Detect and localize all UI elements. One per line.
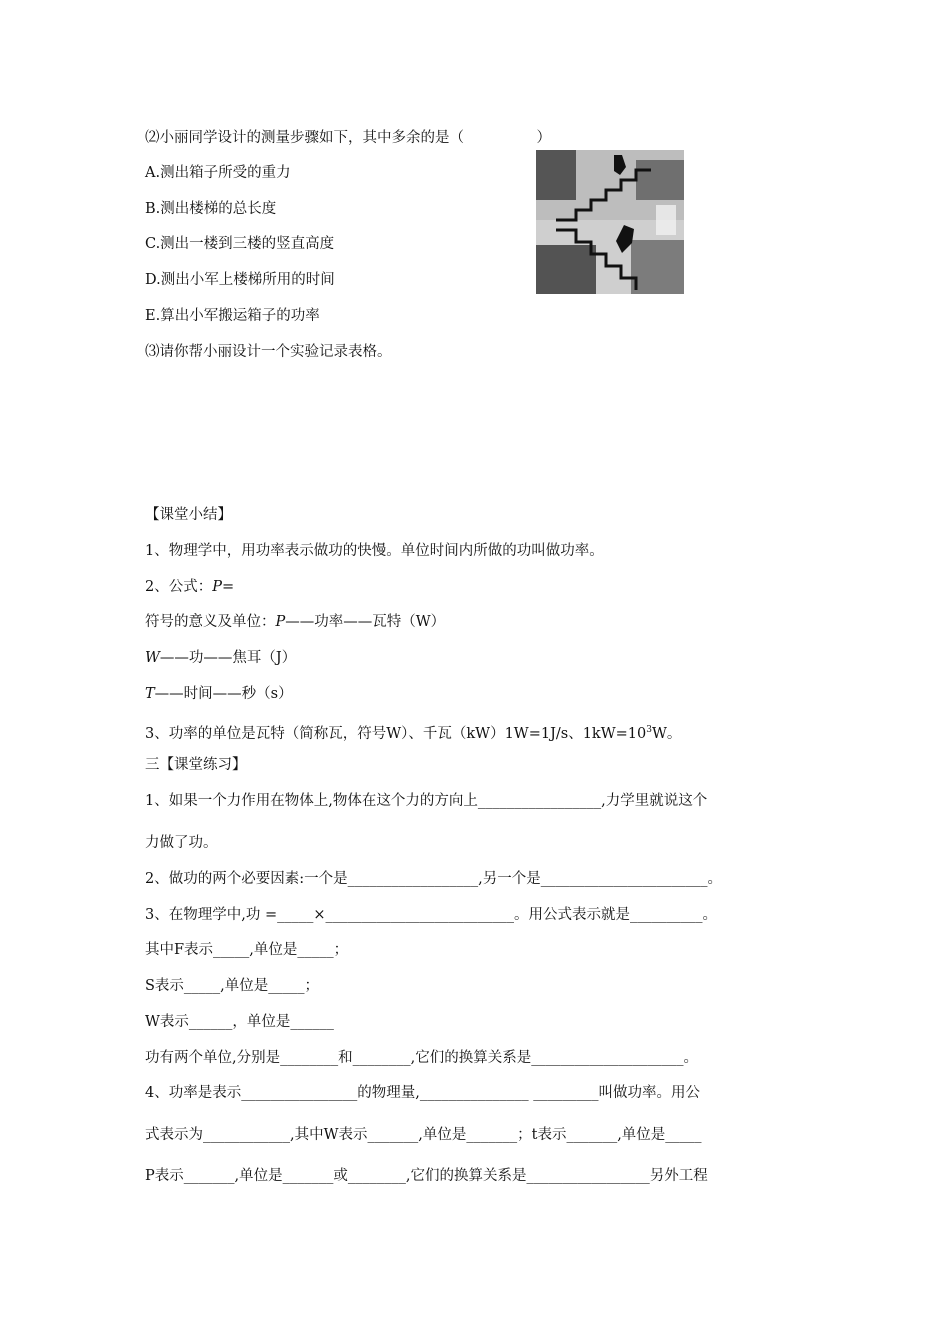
formula-label: 2、公式： xyxy=(145,579,213,595)
summary-line-5 xyxy=(145,684,293,704)
practice-4a: 4、功率是表示________________的物理量,_______________ _________叫做功率。用公 xyxy=(145,1085,700,1101)
symbol-p: P xyxy=(275,614,286,630)
practice-3: 3、在物理学中,功 =_____×__________________________。用公式表示就是__________。 xyxy=(145,907,717,923)
practice-1a: 1、如果一个力作用在物体上,物体在这个力的方向上_________________,力学里就说这个 xyxy=(145,793,708,809)
summary-heading: 【课堂小结】 xyxy=(145,507,232,523)
practice-2: 2、做功的两个必要因素:一个是__________________,另一个是_______________________。 xyxy=(145,871,722,887)
practice-3-f: 其中F表示_____,单位是_____； xyxy=(145,942,349,958)
option-c: C.测出一楼到三楼的竖直高度 xyxy=(145,236,335,252)
summary-line-1: 1、物理学中，用功率表示做功的快慢。单位时间内所做的功叫做功率。 xyxy=(145,543,604,559)
practice-4c: P表示_______,单位是_______或________,它们的换算关系是_________________另外工程 xyxy=(145,1168,708,1184)
q3-text: ⑶请你帮小丽设计一个实验记录表格。 xyxy=(145,344,392,360)
practice-heading: 三【课堂练习】 xyxy=(145,757,247,773)
practice-3-w: W表示______，单位是______ xyxy=(145,1014,334,1030)
symbol-label: 符号的意义及单位： xyxy=(145,614,276,630)
option-e: E.算出小军搬运箱子的功率 xyxy=(145,308,320,324)
symbol-w: W xyxy=(145,650,160,666)
practice-3-units: 功有两个单位,分别是________和________,它们的换算关系是_____________________。 xyxy=(145,1050,698,1066)
option-a: A.测出箱子所受的重力 xyxy=(145,165,291,181)
summary-line-2 xyxy=(145,577,234,597)
unit-exponent: 3 xyxy=(646,725,652,735)
unit-text: 3、功率的单位是瓦特（简称瓦，符号W）、千瓦（kW）1W=1J/s、1kW=10 xyxy=(145,725,647,742)
symbol-t-desc: ——时间——秒（s） xyxy=(154,686,293,702)
symbol-t: T xyxy=(145,686,155,702)
unit-suffix: W。 xyxy=(651,725,682,742)
staircase-illustration xyxy=(536,150,684,294)
practice-1b: 力做了功。 xyxy=(145,835,218,851)
practice-3-s: S表示_____,单位是_____； xyxy=(145,978,320,994)
formula-var: P= xyxy=(212,579,235,595)
summary-line-6 xyxy=(145,720,681,744)
option-d: D.测出小军上楼梯所用的时间 xyxy=(145,272,335,288)
practice-4b: 式表示为____________,其中W表示_______,单位是_______；t表示_______,单位是_____ xyxy=(145,1127,702,1143)
summary-line-3 xyxy=(145,612,445,632)
q2-question: ⑵小丽同学设计的测量步骤如下，其中多余的是（ ） xyxy=(145,130,551,146)
symbol-p-desc: ——功率——瓦特（W） xyxy=(285,614,446,630)
option-b: B.测出楼梯的总长度 xyxy=(145,201,277,217)
summary-line-4 xyxy=(145,648,296,668)
symbol-w-desc: ——功——焦耳（J） xyxy=(159,650,297,666)
